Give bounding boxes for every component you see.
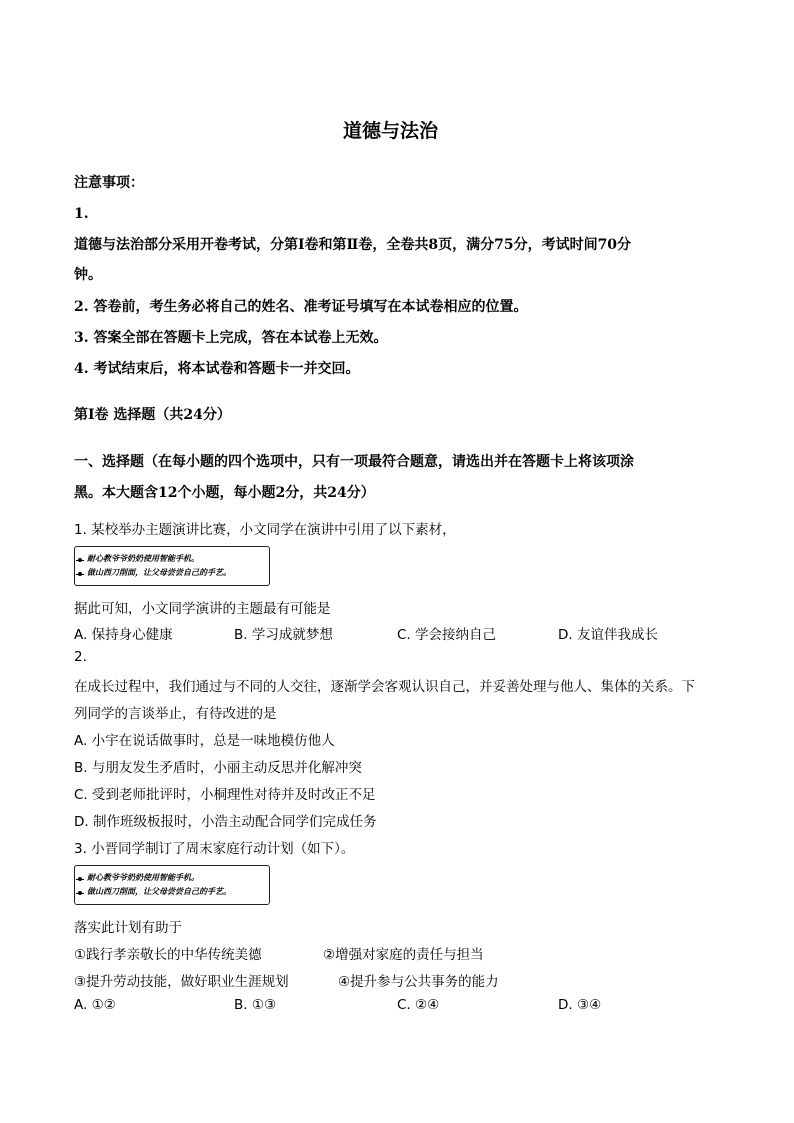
q3-statement-1: ①践行孝亲敬长的中华传统美德 <box>74 947 262 963</box>
section-instruction-line-1: 一、选择题（在每小题的四个选项中，只有一项最符合题意，请选出并在答题卡上将该项涂 <box>74 454 634 470</box>
q2-option-c: C. 受到老师批评时，小桐理性对待并及时改正不足 <box>74 787 376 803</box>
notice-item-4: 4. 考试结束后，将本试卷和答题卡一并交回。 <box>74 361 360 377</box>
notice-item-1-line-2: 钟。 <box>74 267 102 283</box>
bullet-dot-icon <box>78 558 82 562</box>
q1-option-d: D. 友谊伴我成长 <box>558 627 658 643</box>
q1-material-line-2: 做山西刀削面，让父母尝尝自己的手艺。 <box>87 567 231 577</box>
q3-plan-line-2: 做山西刀削面，让父母尝尝自己的手艺。 <box>87 886 231 896</box>
notice-item-2: 2. 答卷前，考生务必将自己的姓名、准考证号填写在本试卷相应的位置。 <box>74 299 528 315</box>
q3-option-d: D. ③④ <box>558 997 602 1013</box>
section-title: 第Ⅰ卷 选择题（共24分） <box>74 407 231 423</box>
q1-material-image <box>74 546 270 586</box>
notice-item-1-number: 1. <box>74 206 89 222</box>
q3-option-b: B. ①③ <box>234 997 277 1013</box>
q3-plan-image <box>74 865 270 905</box>
q3-statement-3: ③提升劳动技能，做好职业生涯规划 <box>74 974 289 990</box>
q2-option-a: A. 小宇在说话做事时，总是一味地模仿他人 <box>74 733 335 749</box>
q1-option-c: C. 学会接纳自己 <box>397 627 497 643</box>
notice-item-1-line-1: 道德与法治部分采用开卷考试，分第Ⅰ卷和第Ⅱ卷，全卷共8页，满分75分，考试时间70分 <box>74 237 632 253</box>
q1-material-line-1: 耐心教爷爷奶奶使用智能手机。 <box>87 553 199 563</box>
page-title: 道德与法治 <box>343 120 439 142</box>
q3-prompt: 落实此计划有助于 <box>74 920 182 936</box>
q3-stem: 3. 小晋同学制订了周末家庭行动计划（如下）。 <box>74 841 355 857</box>
bullet-dot-icon <box>78 572 82 576</box>
q1-option-a: A. 保持身心健康 <box>74 627 173 643</box>
q2-number: 2. <box>74 649 87 665</box>
notice-item-3: 3. 答案全部在答题卡上完成，答在本试卷上无效。 <box>74 330 388 346</box>
q3-option-c: C. ②④ <box>397 997 440 1013</box>
bullet-dot-icon <box>78 877 82 881</box>
q2-stem-line-1: 在成长过程中，我们通过与不同的人交往，逐渐学会客观认识自己，并妥善处理与他人、集体的关系。下 <box>74 679 695 695</box>
q1-option-b: B. 学习成就梦想 <box>234 627 333 643</box>
bullet-dot-icon <box>78 891 82 895</box>
q3-statement-4: ④提升参与公共事务的能力 <box>338 974 499 990</box>
q2-option-b: B. 与朋友发生矛盾时，小丽主动反思并化解冲突 <box>74 760 362 776</box>
q3-option-a: A. ①② <box>74 997 116 1013</box>
section-instruction-line-2: 黑。本大题含12个小题，每小题2分，共24分） <box>74 485 375 501</box>
notice-heading: 注意事项： <box>74 175 144 191</box>
q3-statement-2: ②增强对家庭的责任与担当 <box>323 947 484 963</box>
q1-prompt: 据此可知，小文同学演讲的主题最有可能是 <box>74 601 331 617</box>
q2-stem-line-2: 列同学的言谈举止，有待改进的是 <box>74 706 277 722</box>
q2-option-d: D. 制作班级板报时，小浩主动配合同学们完成任务 <box>74 814 377 830</box>
q1-stem: 1. 某校举办主题演讲比赛，小文同学在演讲中引用了以下素材， <box>74 522 456 538</box>
q3-plan-line-1: 耐心教爷爷奶奶使用智能手机。 <box>87 872 199 882</box>
